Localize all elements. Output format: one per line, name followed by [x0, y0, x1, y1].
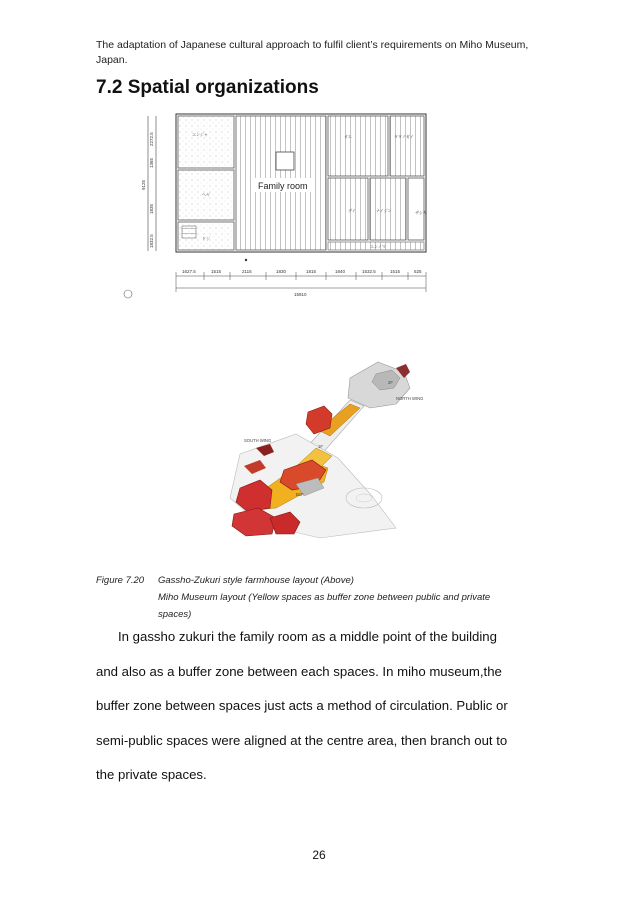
family-room-label: Family room	[258, 181, 308, 191]
dim-bottom-8: 1515	[390, 269, 401, 274]
body-line-2: and also as a buffer zone between each spaces. In miho museum,the	[96, 663, 502, 679]
body-paragraph	[96, 620, 546, 793]
plan-label-oe: オエ	[344, 134, 352, 139]
label-south-wing: SOUTH WING	[244, 438, 272, 443]
body-line-3: buffer zone between spaces just acts a method of circulation. Public or	[96, 698, 508, 713]
label-2f: 2F	[388, 380, 393, 385]
dim-left-1: 2272.5	[149, 132, 154, 146]
plan-label-ennoma: エンノマ	[370, 244, 386, 249]
figure-label: Figure 7.20	[96, 575, 145, 586]
caption-line-1: Gassho-Zukuri style farmhouse layout (Above)	[158, 575, 354, 586]
label-north-wing: NORTH WING	[396, 396, 424, 401]
gassho-floor-plan	[118, 106, 440, 312]
plan-label-enjya: エンジャ	[192, 132, 208, 137]
dim-bottom-6: 1840	[335, 269, 346, 274]
dim-bottom-1: 1627.5	[182, 269, 196, 274]
header-line-2: Japan.	[96, 54, 128, 66]
dim-bottom-4: 1830	[276, 269, 287, 274]
dim-bottom-3: 2115	[242, 269, 252, 274]
dim-bottom-total: 15910	[294, 292, 307, 297]
section-title: 7.2 Spatial organizations	[96, 77, 319, 98]
dim-bottom-9: 525	[414, 269, 422, 274]
page-number: 26	[312, 848, 326, 862]
plan-label-doji: ドジ	[202, 236, 210, 241]
plan-label-dei: デイ	[348, 208, 356, 213]
body-line-1: In gassho zukuri the family room as a middle point of the building	[118, 629, 497, 644]
dim-left-3: 1835	[149, 203, 154, 214]
dim-bottom-2: 1515	[211, 269, 222, 274]
north-arrow-icon	[124, 290, 132, 298]
plan-label-tatanogai: タタノガイ	[394, 134, 414, 139]
caption-line-2: Miho Museum layout (Yellow spaces as buffer zone between public and private	[158, 592, 491, 603]
plan-label-naijin: ナイジン	[376, 208, 392, 213]
dim-left-total: 9125	[141, 179, 146, 190]
body-line-5: the private spaces.	[96, 767, 207, 782]
miho-museum-layout	[200, 348, 460, 544]
plan-label-heya: ヘヤ	[202, 192, 210, 197]
dim-left-2: 1365	[149, 157, 154, 168]
dim-bottom-7: 1532.5	[362, 269, 376, 274]
caption-line-3: spaces)	[158, 609, 192, 620]
label-1f: 1F	[318, 444, 323, 449]
dim-bottom-5: 1815	[306, 269, 317, 274]
header-line-1: The adaptation of Japanese cultural approach to fulfil client’s requirements on Miho Museum,	[96, 39, 529, 51]
dim-left-4: 1832.5	[149, 234, 154, 248]
label-b1f: B1F	[296, 492, 304, 497]
plan-label-zashiki: ザシキ	[415, 210, 427, 215]
body-line-4: semi-public spaces were aligned at the centre area, then branch out to	[96, 732, 508, 748]
running-header	[96, 38, 546, 68]
